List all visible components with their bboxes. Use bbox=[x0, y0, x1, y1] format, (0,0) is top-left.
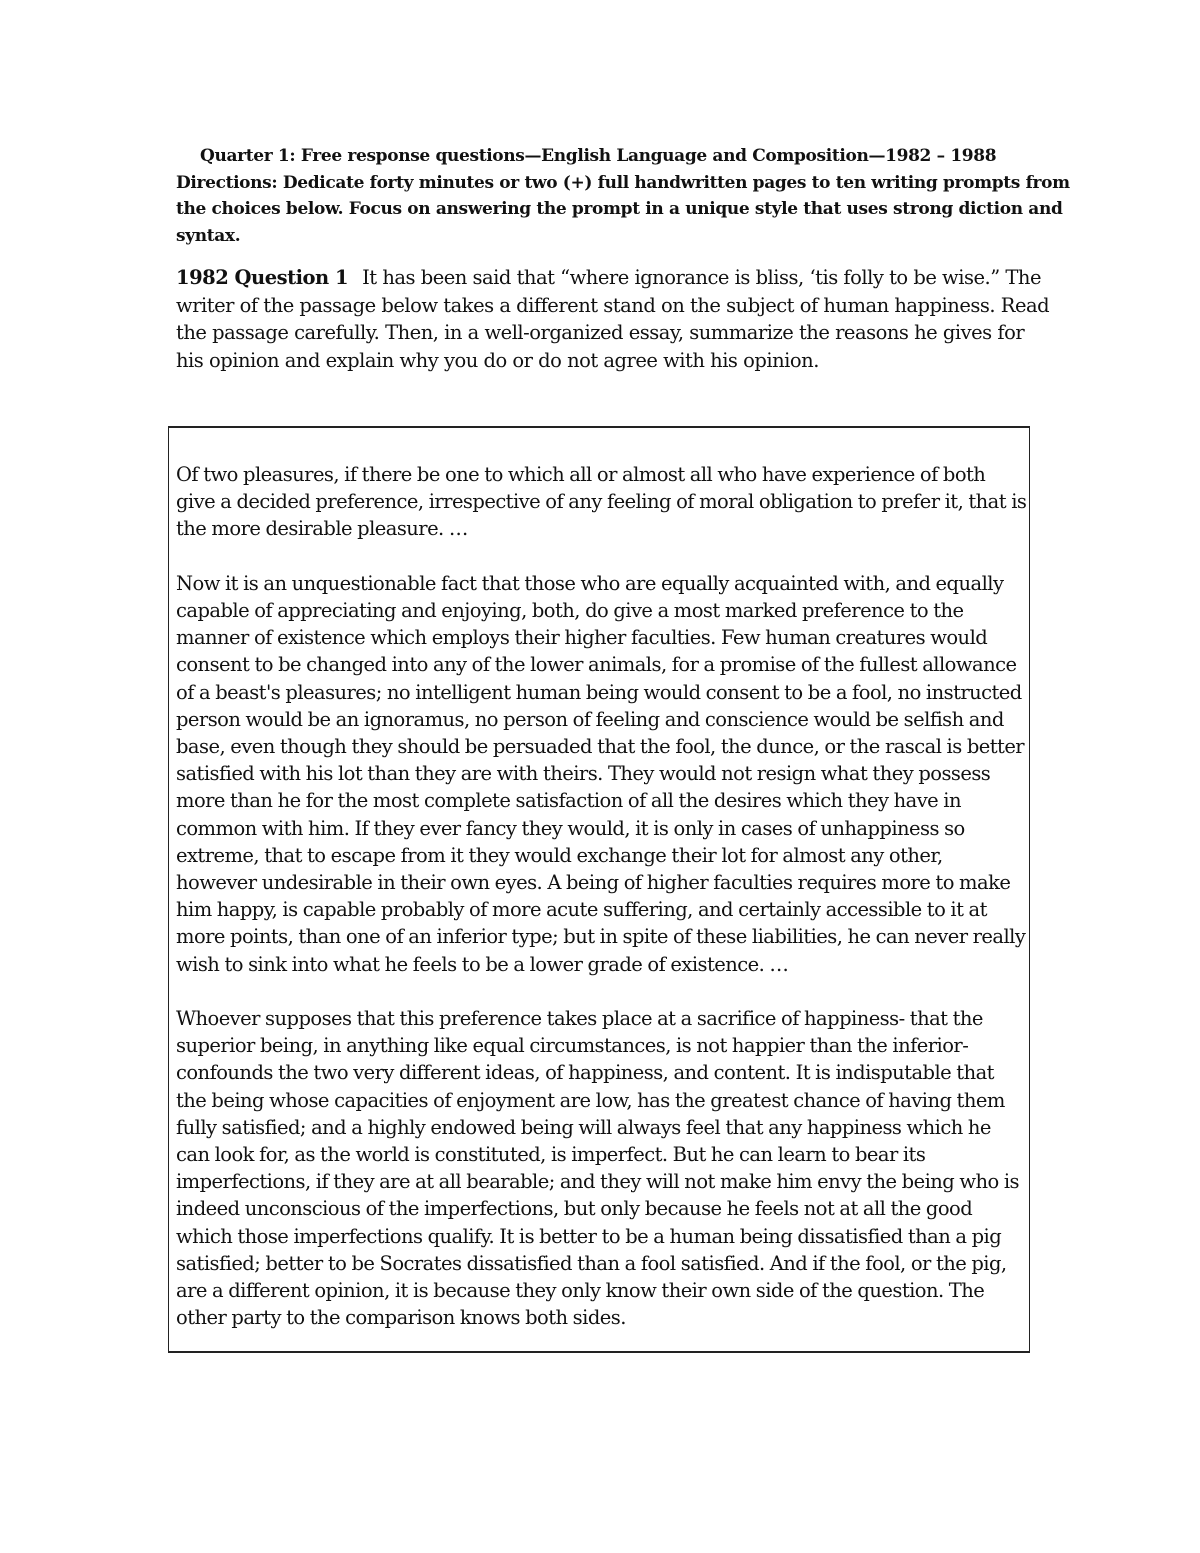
question-label: 1982 Question 1 bbox=[176, 266, 349, 289]
question-text: It has been said that “where ignorance is bliss, ‘tis folly to be wise.” The writer of the passage below takes a different stand on the subject of human happiness. Read the passage carefully. Then, in a well-organized essay, summarize the reasons he gives for his opinion and explain why you do or do not agree with his opinion. bbox=[176, 266, 1050, 372]
question-prompt bbox=[176, 264, 1056, 374]
passage-text bbox=[176, 461, 1028, 1331]
document-title: Quarter 1: Free response questions—English Language and Composition—1982 – 1988 bbox=[200, 146, 997, 166]
directions-text: Directions: Dedicate forty minutes or two (+) full handwritten pages to ten writing prompts from the choices below. Focus on answering the prompt in a unique style that uses strong diction and syntax. bbox=[176, 172, 1070, 246]
passage-box bbox=[168, 426, 1030, 1353]
header-block bbox=[176, 143, 1076, 249]
passage-paragraph-3: Whoever supposes that this preference takes place at a sacrifice of happiness- that the superior being, in anything like equal circumstances, is not happier than the inferior- confounds the two very different ideas, of happiness, and content. It is indisputable that the being whose capacities of enjoyment are low, has the greatest chance of having them fully satisfied; and a highly endowed being will always feel that any happiness which he can look for, as the world is constituted, is imperfect. But he can learn to bear its imperfections, if they are at all bearable; and they will not make him envy the being who is indeed unconscious of the imperfections, but only because he feels not at all the good which those imperfections qualify. It is better to be a human being dissatisfied than a pig satisfied; better to be Socrates dissatisfied than a fool satisfied. And if the fool, or the pig, are a different opinion, it is because they only know their own side of the question. The other party to the comparison knows both sides. bbox=[176, 1007, 1019, 1330]
passage-paragraph-1: Of two pleasures, if there be one to which all or almost all who have experience of both give a decided preference, irrespective of any feeling of moral obligation to prefer it, that is the more desirable pleasure. … bbox=[176, 463, 1027, 541]
passage-paragraph-2: Now it is an unquestionable fact that those who are equally acquainted with, and equally capable of appreciating and enjoying, both, do give a most marked preference to the manner of existence which employs their higher faculties. Few human creatures would consent to be changed into any of the lower animals, for a promise of the fullest allowance of a beast's pleasures; no intelligent human being would consent to be a fool, no instructed person would be an ignoramus, no person of feeling and conscience would be selfish and base, even though they should be persuaded that the fool, the dunce, or the rascal is better satisfied with his lot than they are with theirs. They would not resign what they possess more than he for the most complete satisfaction of all the desires which they have in common with him. If they ever fancy they would, it is only in cases of unhappiness so extreme, that to escape from it they would exchange their lot for almost any other, however undesirable in their own eyes. A being of higher faculties requires more to make him happy, is capable probably of more acute suffering, and certainly accessible to it at more points, than one of an inferior type; but in spite of these liabilities, he can never really wish to sink into what he feels to be a lower grade of existence. … bbox=[176, 571, 1026, 976]
